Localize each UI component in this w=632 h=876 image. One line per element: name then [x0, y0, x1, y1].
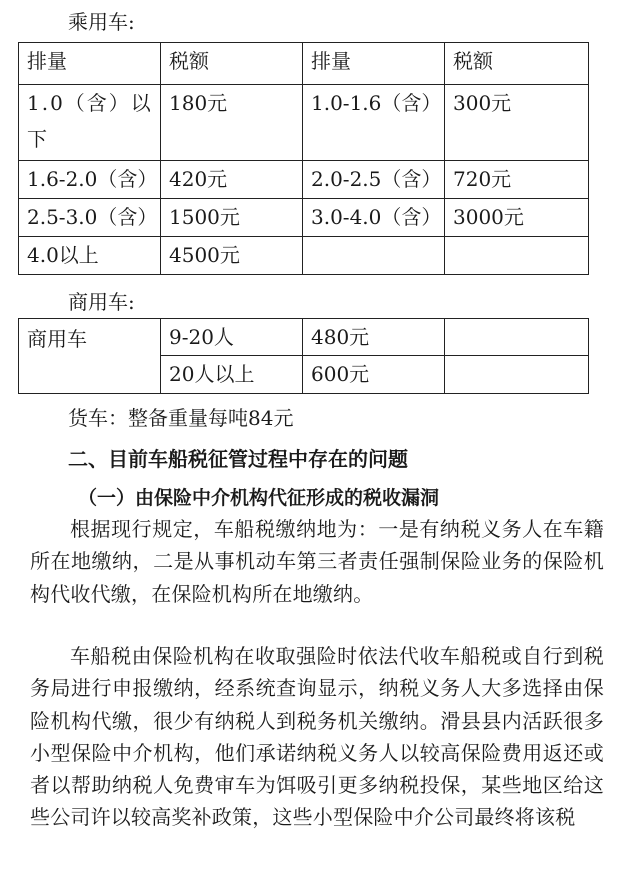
- table-cell: 420元: [161, 161, 303, 199]
- subsection-heading: （一）由保险中介机构代征形成的税收漏洞: [78, 487, 440, 509]
- table-cell: 2.5-3.0（含）: [19, 199, 161, 237]
- table-cell: [303, 237, 445, 275]
- table-row: [19, 319, 589, 356]
- table-cell: 1500元: [161, 199, 303, 237]
- header-displacement-2: 排量: [303, 43, 445, 85]
- table-cell: 1.0（含）以下: [19, 85, 161, 161]
- paragraph-2: 车船税由保险机构在收取强险时依法代收车船税或自行到税务局进行申报缴纳，经系统查询显示，纳税义务人大多选择由保险机构代缴，很少有纳税人到税务机关缴纳。滑县县内活跃很多小型保险中介机构，他们承诺纳税义务人以较高保险费用返还或者以帮助纳税人免费审车为饵吸引更多纳税投保，某些地区给这些公司许以较高奖补政策，这些小型保险中介公司最终将该税: [30, 644, 604, 830]
- passenger-car-label: 乘用车:: [68, 10, 135, 34]
- table-row: [19, 199, 589, 237]
- table-cell: 1.0-1.6（含）: [303, 85, 445, 161]
- table-cell: 20人以上: [161, 356, 303, 394]
- section-heading: 二、目前车船税征管过程中存在的问题: [68, 447, 408, 471]
- table-row: [19, 85, 589, 161]
- commercial-car-label: 商用车:: [68, 290, 135, 314]
- paragraph-1: 根据现行规定，车船税缴纳地为：一是有纳税义务人在车籍所在地缴纳，二是从事机动车第三者责任强制保险业务的保险机构代收代缴，在保险机构所在地缴纳。: [30, 517, 604, 606]
- table-cell: [445, 237, 589, 275]
- table-cell: 9-20人: [161, 319, 303, 356]
- table-cell: 180元: [161, 85, 303, 161]
- table-cell: 600元: [303, 356, 445, 394]
- table-cell: 720元: [445, 161, 589, 199]
- table-row: [19, 161, 589, 199]
- table-cell: 3000元: [445, 199, 589, 237]
- table-cell: 4500元: [161, 237, 303, 275]
- header-tax-1: 税额: [161, 43, 303, 85]
- header-tax-2: 税额: [445, 43, 589, 85]
- table-header-row: [19, 43, 589, 85]
- table-cell: 480元: [303, 319, 445, 356]
- header-displacement-1: 排量: [19, 43, 161, 85]
- truck-tax-line: 货车：整备重量每吨84元: [68, 406, 294, 430]
- commercial-row-header: 商用车: [19, 319, 161, 394]
- table-cell: 4.0以上: [19, 237, 161, 275]
- table-cell: 300元: [445, 85, 589, 161]
- table-cell: [445, 356, 589, 394]
- table-cell: 2.0-2.5（含）: [303, 161, 445, 199]
- table-row: [19, 237, 589, 275]
- commercial-tax-table: [18, 318, 589, 394]
- table-cell: [445, 319, 589, 356]
- table-cell: 1.6-2.0（含）: [19, 161, 161, 199]
- passenger-tax-table: [18, 42, 589, 275]
- table-cell: 3.0-4.0（含）: [303, 199, 445, 237]
